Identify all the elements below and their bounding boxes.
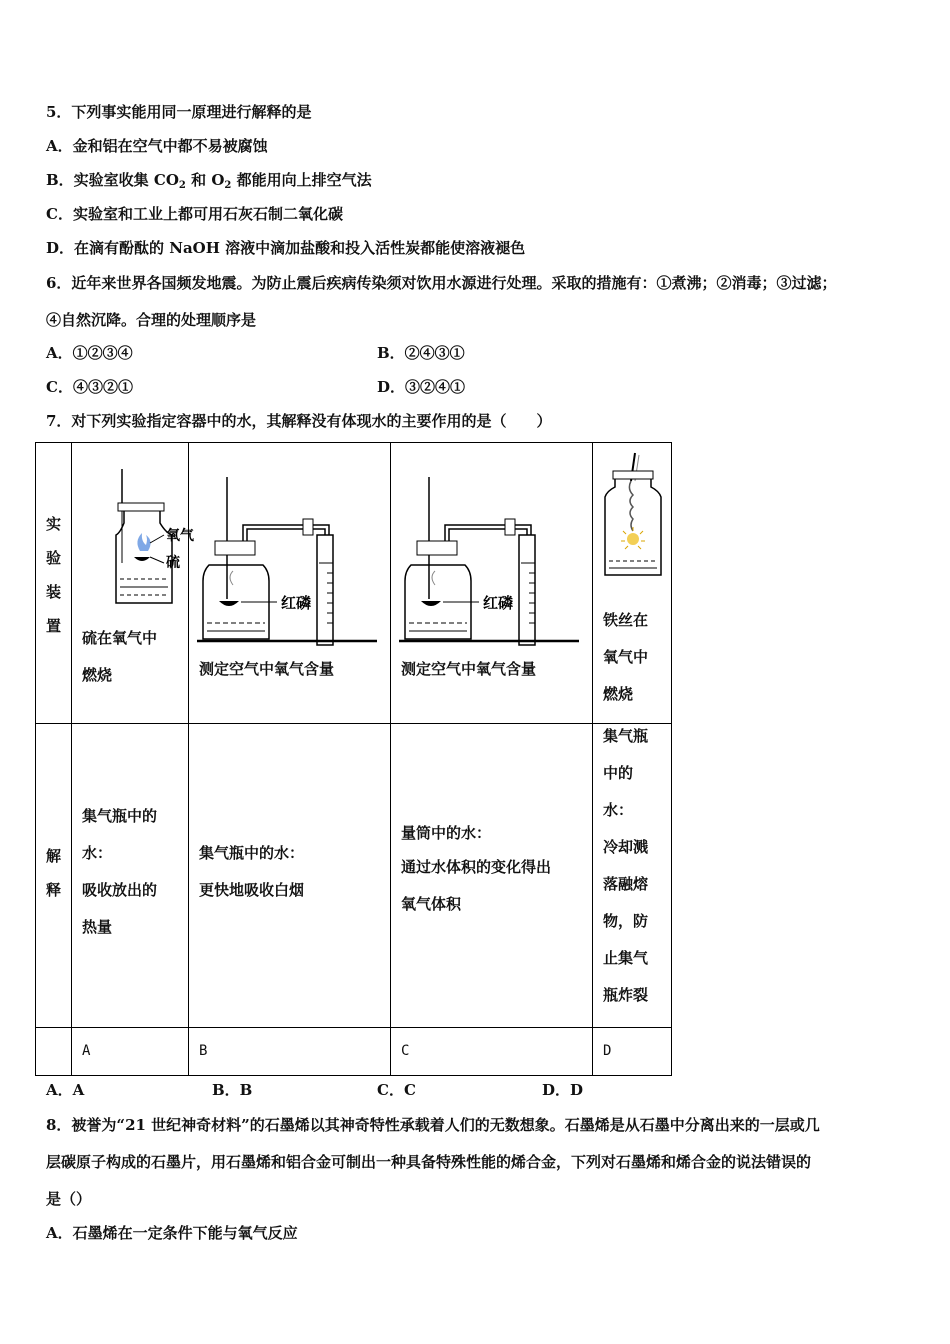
- head-char: 置: [45, 617, 61, 635]
- expl-c-line: 通过水体积的变化得出: [401, 858, 552, 876]
- expl-a-line: 水：: [82, 844, 113, 862]
- sulfur-burning-diagram: [72, 463, 194, 633]
- apparatus-row: [36, 443, 672, 724]
- label-red-phosphorus: 红磷: [281, 594, 312, 612]
- iron-wire-diagram: [593, 447, 671, 587]
- letter-c-cell: [391, 1028, 593, 1076]
- q5-option-d: D．在滴有酚酞的 NaOH 溶液中滴加盐酸和投入活性炭都能使溶液褪色: [46, 239, 526, 257]
- letter-d: D: [603, 1043, 612, 1059]
- head-char: 实: [45, 515, 61, 533]
- q5-option-a: A．金和铝在空气中都不易被腐蚀: [46, 137, 268, 155]
- row-head-apparatus: [36, 443, 72, 724]
- expl-d-line: 止集气: [603, 949, 649, 967]
- letter-empty: [36, 1028, 72, 1076]
- apparatus-a: [72, 443, 194, 724]
- expl-c-line: 量筒中的水：: [401, 824, 492, 842]
- q8-option-a: A．石墨烯在一定条件下能与氧气反应: [46, 1224, 298, 1242]
- expl-d-line: 落融熔: [603, 875, 649, 893]
- expl-d-line: 中的: [603, 764, 634, 782]
- letter-d-cell: [593, 1028, 672, 1076]
- q8-line2: 层碳原子构成的石墨片，用石墨烯和铝合金可制出一种具备特殊性能的烯合金，下列对石墨烯和烯合金的说法错误的: [46, 1153, 812, 1171]
- explanation-a: [72, 724, 189, 1028]
- letter-b-cell: [189, 1028, 391, 1076]
- expl-c-line: 氧气体积: [401, 895, 462, 913]
- caption-c: 测定空气中氧气含量: [401, 660, 537, 678]
- expl-b-line: 集气瓶中的水：: [199, 844, 305, 862]
- head-char: 释: [45, 881, 61, 899]
- caption-d-line2: 氧气中: [603, 648, 649, 666]
- label-oxygen: 氧气: [166, 528, 194, 544]
- caption-a-line1: 硫在氧气中: [82, 629, 158, 647]
- apparatus-d: [593, 443, 672, 724]
- q7-option-b: B．B: [212, 1081, 253, 1099]
- q6-option-b: B．②④③①: [377, 344, 465, 362]
- q7-option-d: D．D: [542, 1081, 584, 1099]
- label-red-phosphorus: 红磷: [483, 594, 514, 612]
- caption-d-line3: 燃烧: [603, 685, 634, 703]
- q6-option-a: A．①②③④: [46, 344, 133, 362]
- expl-d-line: 冷却溅: [603, 838, 649, 856]
- expl-a-line: 热量: [82, 918, 113, 936]
- head-char: 解: [45, 847, 61, 865]
- expl-d-line: 水：: [603, 801, 634, 819]
- letter-a-cell: [72, 1028, 189, 1076]
- expl-a-line: 集气瓶中的: [82, 807, 158, 825]
- red-phosphorus-diagram-b: [189, 473, 389, 643]
- q6-stem-line2: ④自然沉降。合理的处理顺序是: [46, 311, 257, 329]
- apparatus-c: [391, 443, 593, 724]
- expl-b-line: 更快地吸收白烟: [199, 881, 305, 899]
- head-char: 装: [45, 583, 61, 601]
- q8-line3: 是（）: [46, 1190, 92, 1208]
- q7-option-c: C．C: [377, 1081, 416, 1099]
- caption-d-line1: 铁丝在: [603, 611, 649, 629]
- head-char: 验: [45, 549, 61, 567]
- red-phosphorus-diagram-c: [391, 473, 591, 643]
- q5-stem: 5．下列事实能用同一原理进行解释的是: [46, 103, 312, 121]
- explanation-c: [391, 724, 593, 1028]
- q6-option-d: D．③②④①: [377, 378, 466, 396]
- letter-a: A: [82, 1043, 91, 1059]
- expl-d-line: 集气瓶: [603, 727, 649, 745]
- q6-option-c: C．④③②①: [46, 378, 133, 396]
- label-sulfur: 硫: [166, 555, 180, 571]
- q7-option-a: A．A: [46, 1081, 85, 1099]
- explanation-row: [36, 724, 672, 1028]
- q7-stem: 7．对下列实验指定容器中的水，其解释没有体现水的主要作用的是（ ）: [46, 412, 552, 430]
- expl-d-line: 瓶炸裂: [603, 986, 649, 1004]
- explanation-d: [593, 724, 672, 1028]
- letter-row: [36, 1028, 672, 1076]
- q5-option-c: C．实验室和工业上都可用石灰石制二氧化碳: [46, 205, 343, 223]
- explanation-b: [189, 724, 391, 1028]
- q8-line1: 8．被誉为“21 世纪神奇材料”的石墨烯以其神奇特性承载着人们的无数想象。石墨烯是从石墨中分离出来的一层或几: [46, 1116, 820, 1134]
- apparatus-b: [189, 443, 391, 724]
- caption-a-line2: 燃烧: [82, 666, 113, 684]
- caption-b: 测定空气中氧气含量: [199, 660, 335, 678]
- letter-c: C: [401, 1043, 410, 1059]
- q6-stem-line1: 6．近年来世界各国频发地震。为防止震后疾病传染须对饮用水源进行处理。采取的措施有：①煮沸；②消毒；③过滤；: [46, 274, 837, 292]
- expl-d-line: 物，防: [603, 912, 649, 930]
- expl-a-line: 吸收放出的: [82, 881, 158, 899]
- experiment-table: [35, 442, 672, 1076]
- q5-option-b: B．实验室收集 $CO_2$ 和 $O_2$ 都能用向上排空气法: [46, 171, 372, 191]
- row-head-explanation: [36, 724, 72, 1028]
- letter-b: B: [199, 1043, 208, 1059]
